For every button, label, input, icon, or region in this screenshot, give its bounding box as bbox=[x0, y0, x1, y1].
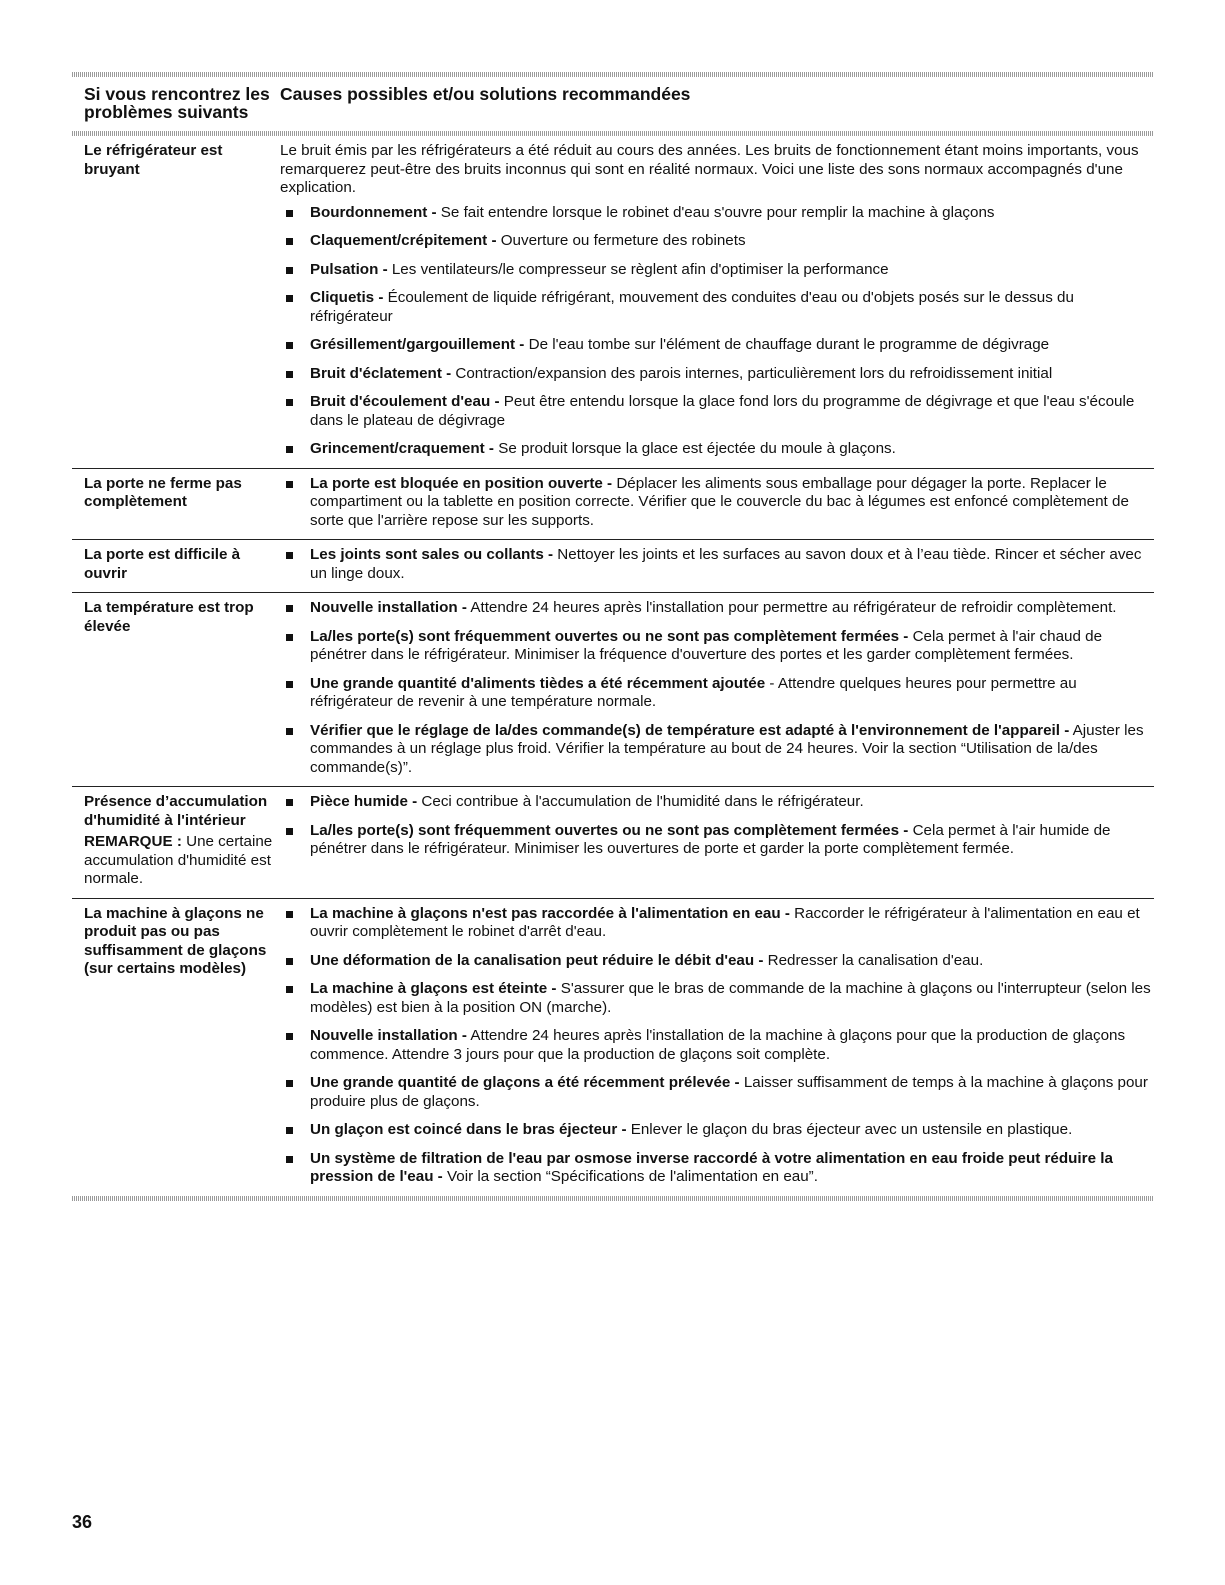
problem-title: Présence d’accumulation d'humidité à l'intérieur bbox=[84, 793, 268, 829]
solution-list bbox=[280, 475, 1154, 531]
page-number: 36 bbox=[72, 1512, 93, 1532]
solution-item: Cliquetis - Écoulement de liquide réfrigérant, mouvement des conduites d'eau ou d'objets posés sur le dessus du réfrigérateur bbox=[280, 289, 1154, 326]
problem-title: La porte est difficile à ouvrir bbox=[84, 546, 241, 582]
solution-item: Bruit d'écoulement d'eau - Peut être entendu lorsque la glace fond lors du programme de dégivrage et que l'eau s'écoule dans le plateau de dégivrage bbox=[280, 393, 1154, 430]
solution-list bbox=[280, 599, 1154, 777]
solution-item: Pulsation - Les ventilateurs/le compresseur se règlent afin d'optimiser la performance bbox=[280, 261, 1154, 280]
table-row bbox=[72, 469, 1154, 540]
solution-item: Nouvelle installation - Attendre 24 heures après l'installation pour permettre au réfrigérateur de refroidir complètement. bbox=[280, 599, 1154, 618]
note-text: Une certaine accumulation d'humidité est normale. bbox=[84, 833, 273, 887]
solution-list bbox=[280, 546, 1154, 583]
solution-list bbox=[280, 793, 1154, 859]
note-label: REMARQUE : bbox=[84, 833, 182, 850]
header-problem-column: Si vous rencontrez les problèmes suivants bbox=[84, 84, 270, 122]
problem-title: La porte ne ferme pas complètement bbox=[84, 474, 242, 510]
row-intro-text: Le bruit émis par les réfrigérateurs a été réduit au cours des années. Les bruits de fonctionnement étant moins importants, vous remarquerez peut-être des bruits inconnus qui sont en réalité normaux. Voici une liste des sons normaux accompagnés d'une explication. bbox=[280, 142, 1139, 196]
table-header bbox=[72, 77, 1154, 131]
problem-title: La température est trop élevée bbox=[84, 599, 254, 635]
solution-item: Claquement/crépitement - Ouverture ou fermeture des robinets bbox=[280, 232, 1154, 251]
solution-item: Une grande quantité d'aliments tièdes a été récemment ajoutée - Attendre quelques heures pour permettre au réfrigérateur de revenir à une température normale. bbox=[280, 675, 1154, 712]
problem-title: Le réfrigérateur est bruyant bbox=[84, 142, 223, 178]
solution-item: La machine à glaçons est éteinte - S'assurer que le bras de commande de la machine à glaçons ou l'interrupteur (selon les modèles) est bien à la position ON (marche). bbox=[280, 980, 1154, 1017]
table-row bbox=[72, 787, 1154, 898]
troubleshooting-table bbox=[72, 72, 1154, 1201]
solution-item: Bruit d'éclatement - Contraction/expansion des parois internes, particulièrement lors du refroidissement initial bbox=[280, 365, 1154, 384]
solution-list bbox=[280, 204, 1154, 459]
solution-item: Une déformation de la canalisation peut réduire le débit d'eau - Redresser la canalisation d'eau. bbox=[280, 952, 1154, 971]
table-row bbox=[72, 593, 1154, 786]
solution-item: La machine à glaçons n'est pas raccordée à l'alimentation en eau - Raccorder le réfrigérateur à l'alimentation en eau et ouvrir complètement le robinet d'arrêt d'eau. bbox=[280, 905, 1154, 942]
solution-item: Vérifier que le réglage de la/des commande(s) de température est adapté à l'environnement de l'appareil - Ajuster les commandes à un réglage plus froid. Vérifier la température au bout de 24 heures. Voir la section “Utilisation de la/des commande(s)”. bbox=[280, 722, 1154, 778]
solution-item: Grincement/craquement - Se produit lorsque la glace est éjectée du moule à glaçons. bbox=[280, 440, 1154, 459]
table-row bbox=[72, 540, 1154, 592]
solution-item: Nouvelle installation - Attendre 24 heures après l'installation de la machine à glaçons pour que la production de glaçons commence. Attendre 3 jours pour que la production de glaçons soit complète. bbox=[280, 1027, 1154, 1064]
solution-item: Un glaçon est coincé dans le bras éjecteur - Enlever le glaçon du bras éjecteur avec un ustensile en plastique. bbox=[280, 1121, 1154, 1140]
solution-list bbox=[280, 905, 1154, 1187]
solution-item: La porte est bloquée en position ouverte - Déplacer les aliments sous emballage pour dégager la porte. Replacer le compartiment ou la tablette en position correcte. Vérifier que le couvercle du bac à légumes est enfoncé complètement de sorte que l'arrière repose sur les supports. bbox=[280, 475, 1154, 531]
problem-note bbox=[84, 833, 280, 889]
table-row bbox=[72, 899, 1154, 1196]
header-solution-column: Causes possibles et/ou solutions recommandées bbox=[280, 84, 691, 104]
problem-title: La machine à glaçons ne produit pas ou pas suffisamment de glaçons (sur certains modèles) bbox=[84, 904, 267, 977]
solution-item: Un système de filtration de l'eau par osmose inverse raccordé à votre alimentation en eau froide peut réduire la pression de l'eau - Voir la section “Spécifications de l'alimentation en eau”. bbox=[280, 1150, 1154, 1187]
solution-item: Pièce humide - Ceci contribue à l'accumulation de l'humidité dans le réfrigérateur. bbox=[280, 793, 1154, 812]
solution-item: La/les porte(s) sont fréquemment ouvertes ou ne sont pas complètement fermées - Cela permet à l'air chaud de pénétrer dans le réfrigérateur. Minimiser la fréquence d'ouverture des portes et les garder complètement fermées. bbox=[280, 628, 1154, 665]
solution-item: Grésillement/gargouillement - De l'eau tombe sur l'élément de chauffage durant le programme de dégivrage bbox=[280, 336, 1154, 355]
solution-item: La/les porte(s) sont fréquemment ouvertes ou ne sont pas complètement fermées - Cela permet à l'air humide de pénétrer dans le réfrigérateur. Minimiser les ouvertures de porte et garder la porte complètement fermée. bbox=[280, 822, 1154, 859]
solution-item: Bourdonnement - Se fait entendre lorsque le robinet d'eau s'ouvre pour remplir la machine à glaçons bbox=[280, 204, 1154, 223]
solution-item: Une grande quantité de glaçons a été récemment prélevée - Laisser suffisamment de temps à la machine à glaçons pour produire plus de glaçons. bbox=[280, 1074, 1154, 1111]
solution-item: Les joints sont sales ou collants - Nettoyer les joints et les surfaces au savon doux et à l’eau tiède. Rincer et sécher avec un linge doux. bbox=[280, 546, 1154, 583]
table-row bbox=[72, 136, 1154, 468]
bottom-dotted-rule bbox=[72, 1196, 1154, 1201]
